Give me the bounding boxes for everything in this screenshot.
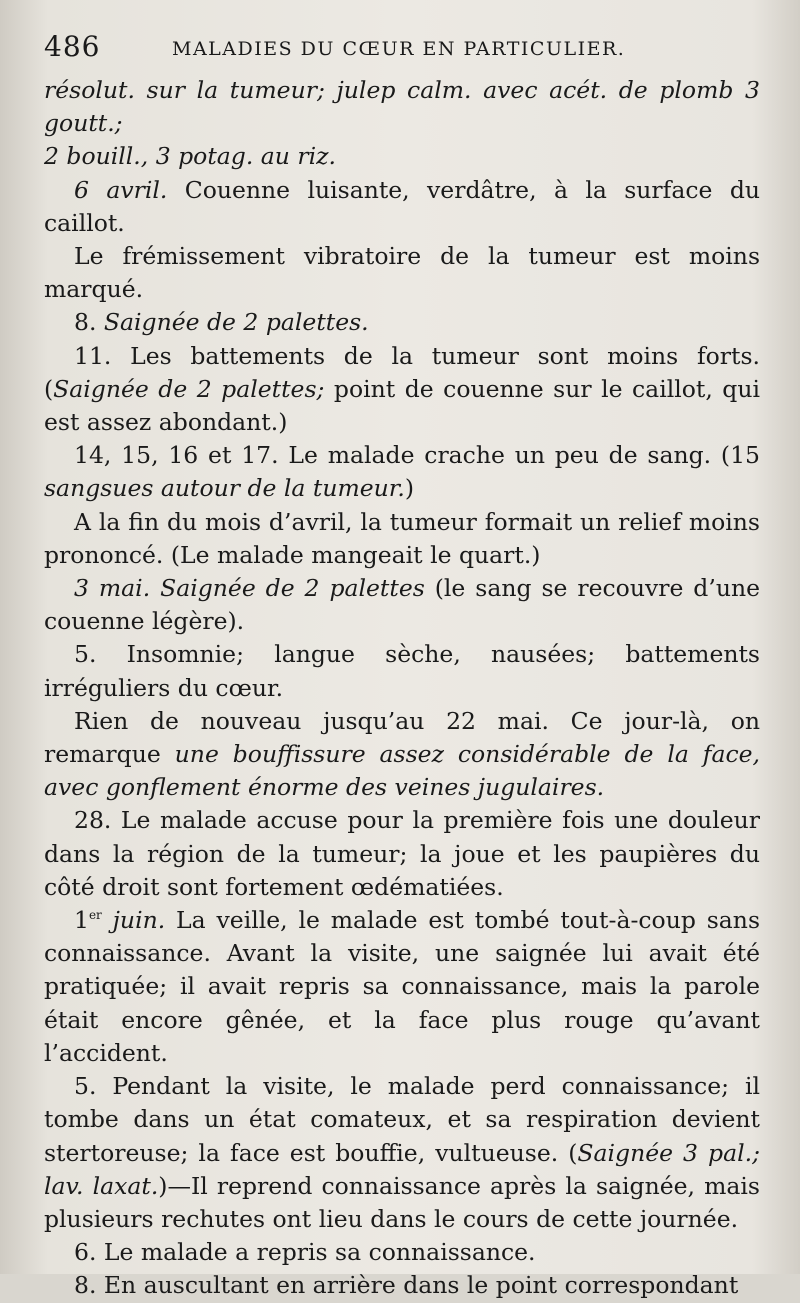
paragraph <box>44 572 760 638</box>
prescription: sangsues autour de la tumeur. <box>44 474 405 503</box>
paragraph <box>44 439 760 505</box>
paragraph <box>44 705 760 805</box>
entry-text: )—Il reprend connaissance après la saignée, mais plusieurs rechutes ont lieu dans le cours de cette journée. <box>44 1171 760 1233</box>
entry-text: Couenne luisante, verdâtre, à la surface du caillot. <box>44 175 760 237</box>
prescription: Saignée de 2 palettes; <box>53 374 325 403</box>
entry-text: Rien de nouveau jusqu’au 22 mai. Ce jour-là, on remarque <box>44 706 760 769</box>
emphasis: une bouffissure assez considérable de la face, avec gonflement énorme des veines jugulaires. <box>44 740 760 802</box>
paragraph <box>44 174 760 240</box>
running-title: MALADIES DU CŒUR EN PARTICULIER. <box>172 38 626 60</box>
page-number: 486 <box>44 30 101 63</box>
entry-date: 8. <box>74 308 104 337</box>
entry-date: 3 mai. <box>74 574 151 603</box>
entry-text: 14, 15, 16 et 17. Le malade crache un peu de sang. (15 <box>74 441 760 470</box>
paragraph: Le frémissement vibratoire de la tumeur est moins marqué. <box>44 242 760 304</box>
entry-text: (le sang se recouvre d’une couenne légère). <box>44 574 760 636</box>
prescription: Saignée de 2 palettes. <box>103 308 369 337</box>
prescription: Saignée 3 pal.; lav. laxat. <box>44 1138 761 1200</box>
paragraph: 5. Insomnie; langue sèche, nausées; battements irréguliers du cœur. <box>44 640 760 702</box>
entry-text: ) <box>404 474 415 503</box>
paragraph: 6. Le malade a repris sa connaissance. <box>74 1238 536 1267</box>
paragraph: A la fin du mois d’avril, la tumeur formait un relief moins prononcé. (Le malade mangeait le quart.) <box>44 507 760 569</box>
entry-text: point de couenne sur le caillot, qui est assez abondant.) <box>44 374 760 437</box>
entry-date: juin. <box>101 906 166 935</box>
page-header <box>44 30 760 66</box>
paragraph <box>44 904 760 1070</box>
entry-text: 5. Pendant la visite, le malade perd connaissance; il tombe dans un état comateux, et sa respiration devient stertoreuse; la face est bouffie, vultueuse. ( <box>44 1072 760 1167</box>
paragraph: 8. En auscultant en arrière dans le point correspondant <box>74 1271 739 1300</box>
ordinal-superscript: er <box>88 908 102 923</box>
entry-date: 1 <box>74 906 89 935</box>
entry-text: La veille, le malade est tombé tout-à-coup sans connaissance. Avant la visite, une saignée lui avait été pratiquée; il avait repris sa connaissance, mais la parole était encore gênée, et la face plus rouge qu’avant l’accident. <box>44 906 761 1067</box>
body-text <box>44 74 760 1303</box>
entry-text: 11. Les battements de la tumeur sont moins forts. ( <box>44 341 760 403</box>
prescription-line: 2 bouill., 3 potag. au riz. <box>44 142 336 171</box>
prescription: Saignée de 2 palettes <box>150 574 425 603</box>
paragraph <box>44 340 760 440</box>
paragraph <box>44 74 760 174</box>
paragraph: 28. Le malade accuse pour la première fois une douleur dans la région de la tumeur; la joue et les paupières du côté droit sont fortement œdématiées. <box>44 806 760 901</box>
entry-date: 6 avril. <box>74 175 168 204</box>
prescription-line: résolut. sur la tumeur; julep calm. avec acét. de plomb 3 goutt.; <box>44 76 760 138</box>
paragraph <box>44 1070 760 1236</box>
paragraph <box>44 306 760 339</box>
